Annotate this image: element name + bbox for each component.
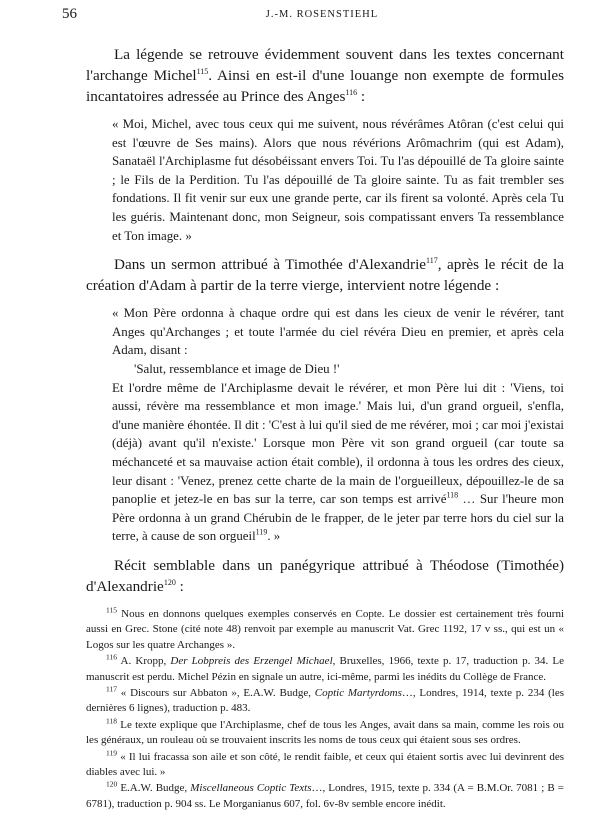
quote-1-text: « Moi, Michel, avec tous ceux qui me suivent, nous révérâmes Atôran (c'est celui qui est l'œuvre de Ses mains). Alors que nous révérions Arômachrim (qui est Adam), Sanataël l'Archiplasme fut désobéissant envers Toi. Tu l'as dépouillé de Ta gloire sainte ; le Fils de la Perdition. Tu l'as dépouillé de Ta gloire sainte. Tu as fait trembler ses fondations. Il fit venir sur eux une grande perte, car ils firent sa volonté. Après cela Tu les guéris. Maintenant donc, mon Seigneur, sois compatissant envers Ta ressemblance et Ton image. » [112,117,564,243]
quote-1 [86,115,564,245]
footnote-119-number: 119 [106,747,117,757]
quote-2-text-a: « Mon Père ordonna à chaque ordre qui est dans les cieux de venir le révérer, tant Anges qu'Archanges ; et toute l'armée du ciel révéra Dieu en premier, et après cela Adam, disant : [112,306,564,358]
footnote-120-text-a: E.A.W. Budge, [120,782,191,795]
footnote-115 [86,607,564,653]
footnote-120-number: 120 [106,779,118,789]
paragraph-3-text-a: Récit semblable dans un panégyrique attribué à Théodose (Timothée) d'Alexandrie [86,556,564,595]
paragraph-2 [86,254,564,296]
footnote-117-title: Coptic Martyrdoms [314,686,402,699]
footnote-117-text-b: …, Londres, 1914, texte p. 234 (les dernières 6 lignes), traduction p. 483. [86,686,564,715]
footnote-115-number: 115 [106,605,117,615]
footnote-ref-116[interactable]: 116 [345,87,358,97]
footnote-116-title: Der Lobpreis des Erzengel Michael [170,655,333,668]
page-header [62,6,582,28]
footnote-115-text: Nous en donnons quelques exemples conservés en Copte. Le dossier est certainement très fourni aussi en Grec. Stone (cité note 48) renvoit par exemple au manuscrit Vat. Grec 1192, 17 v ss., qui est un « Logos sur les quatre Archanges ». [86,607,564,651]
quote-2-text-e: . » [267,529,281,544]
footnote-120-text-b: …, Londres, 1915, texte p. 334 (A = B.M.Or. 7081 ; B = 6781), traduction p. 904 ss. Le Morganianus 607, fol. 6v-8v semble encore inédit. [86,782,564,810]
footnote-ref-117[interactable]: 117 [426,256,438,266]
paragraph-1-text-b: . Ainsi en est-il d'une louange non exempte de formules incantatoires adressée au Prince des Anges [86,67,565,105]
footnote-118-number: 118 [106,716,117,726]
footnote-117 [86,686,564,717]
footnotes [86,607,564,812]
footnote-117-number: 117 [106,684,117,694]
footnote-116-text-a: A. Kropp, [120,655,171,668]
footnote-118-text: Le texte explique que l'Archiplasme, chef de tous les Anges, avait dans sa main, comme les rois ou les généraux, un rouleau où se trouvaient inscrits les noms de tous ceux qui étaient sous ses ordres. [86,718,565,747]
paragraph-3-text-b: : [175,577,184,595]
footnote-120-title: Miscellaneous Coptic Texts [190,782,312,795]
footnote-119-text: « Il lui fracassa son aile et son côté, le rendit faible, et ceux qui étaient sortis avec lui devinrent des diables avec lui. » [86,750,564,778]
quote-2-salutation: 'Salut, ressemblance et image de Dieu !' [134,361,340,376]
paragraph-3 [86,555,564,597]
footnote-116-number: 116 [106,652,117,662]
paragraph-1-text-c: : [357,88,366,105]
footnote-118 [86,718,564,749]
footnote-ref-119[interactable]: 119 [255,527,268,537]
paragraph-2-text-b: , après le récit de la création d'Adam à partir de la terre vierge, intervient notre légende : [86,256,564,295]
quote-2 [86,304,564,546]
paragraph-1-text-a: La légende se retrouve évidemment souvent dans les textes concernant l'archange Michel [86,46,564,84]
footnote-119 [86,747,564,781]
footnote-117-text-a: « Discours sur Abbaton », E.A.W. Budge, [120,686,315,699]
main-text [86,44,564,813]
running-head: J.-M. ROSENSTIEHL [265,9,379,20]
paragraph-1 [86,44,564,107]
footnote-116-text-b: , Bruxelles, 1966, texte p. 17, traduction p. 34. Le manuscrit est perdu. Michel Pézin en signale un autre, ici-même, parmi les inédits du Collège de France. [86,655,564,683]
footnote-ref-118[interactable]: 118 [446,490,459,500]
footnote-ref-115[interactable]: 115 [196,66,209,76]
paragraph-2-text-a: Dans un sermon attribué à Timothée d'Alexandrie [114,256,427,274]
page-number: 56 [62,6,77,22]
footnote-120 [86,781,564,812]
footnote-ref-120[interactable]: 120 [163,577,176,587]
footnote-116 [86,654,564,685]
quote-2-text-c: Et l'ordre même de l'Archiplasme devait le révérer, et mon Père lui dit : 'Viens, toi aussi, révère ma ressemblance et mon image.' Mais lui, d'un grand orgueil, s'enfla, d'une manière éhontée. Il dit : 'C'est à lui qu'il sied de me révérer, moi ; car moi j'existai (déjà) avant qu'il n'existe.' Lorsque mon Père vit son grand orgueil (car toute sa méchanceté et sa mauvaise action était comble), il ordonna à tous les ordres des cieux, leur disant : 'Venez, prenez cette charte de la main de l'orgueilleux, dépouillez-le de sa panoplie et jetez-le en bas sur la terre, car son temps est arrivé [112,380,564,507]
quote-2-text-d: … Sur l'heure mon Père ordonna à un grand Chérubin de le frapper, de le jeter par terre hors du ciel sur la terre, à cause de son orgueil [112,492,564,544]
